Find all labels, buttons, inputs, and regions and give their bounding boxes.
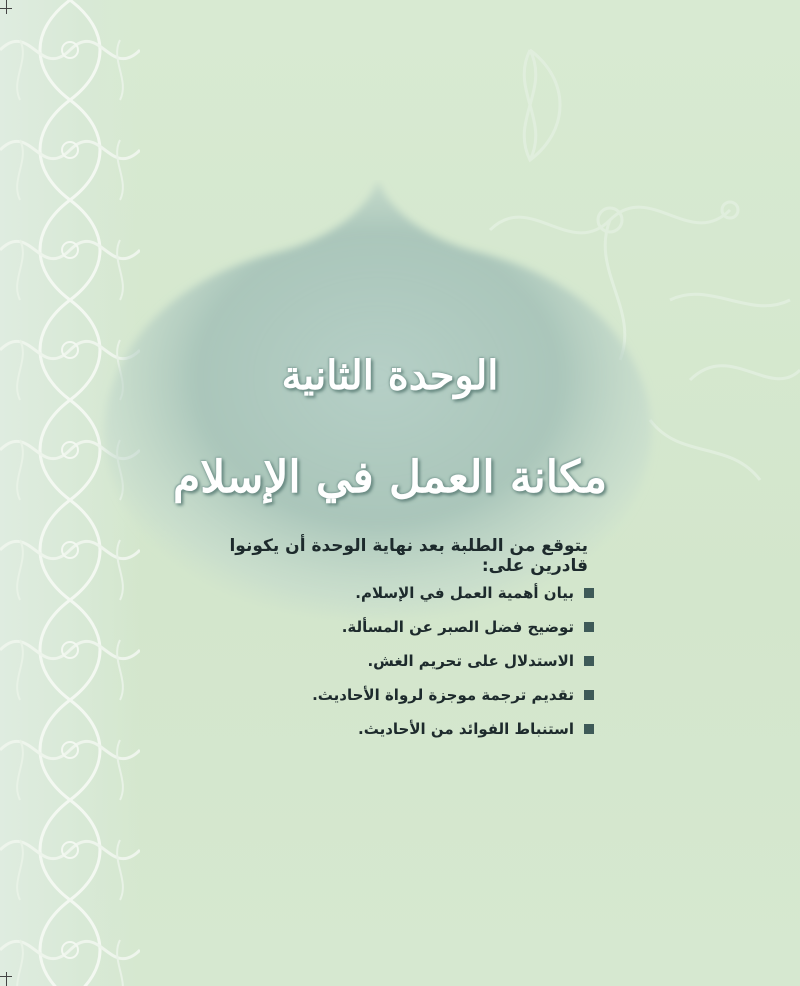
objective-item xyxy=(214,644,594,678)
crop-mark-top-left xyxy=(6,0,7,14)
square-bullet-icon xyxy=(584,622,594,632)
objective-item xyxy=(214,678,594,712)
square-bullet-icon xyxy=(584,656,594,666)
objectives-intro: يتوقع من الطلبة بعد نهاية الوحدة أن يكونوا قادرين على: xyxy=(229,536,588,576)
square-bullet-icon xyxy=(584,690,594,700)
square-bullet-icon xyxy=(584,724,594,734)
lesson-title: مكانة العمل في الإسلام xyxy=(172,452,608,503)
objective-text: بيان أهمية العمل في الإسلام. xyxy=(355,584,574,602)
objective-item xyxy=(214,576,594,610)
objective-item xyxy=(214,712,594,746)
objective-item xyxy=(214,610,594,644)
objective-text: استنباط الفوائد من الأحاديث. xyxy=(358,720,574,738)
unit-title: الوحدة الثانية xyxy=(281,352,499,399)
crop-mark-bottom-left-h xyxy=(0,976,12,977)
crop-mark-top-left-h xyxy=(0,8,12,9)
objectives-list xyxy=(214,576,594,746)
crop-mark-bottom-left xyxy=(6,972,7,986)
objective-text: الاستدلال على تحريم الغش. xyxy=(367,652,574,670)
square-bullet-icon xyxy=(584,588,594,598)
objective-text: توضيح فضل الصبر عن المسألة. xyxy=(341,618,574,636)
objective-text: تقديم ترجمة موجزة لرواة الأحاديث. xyxy=(312,686,574,704)
